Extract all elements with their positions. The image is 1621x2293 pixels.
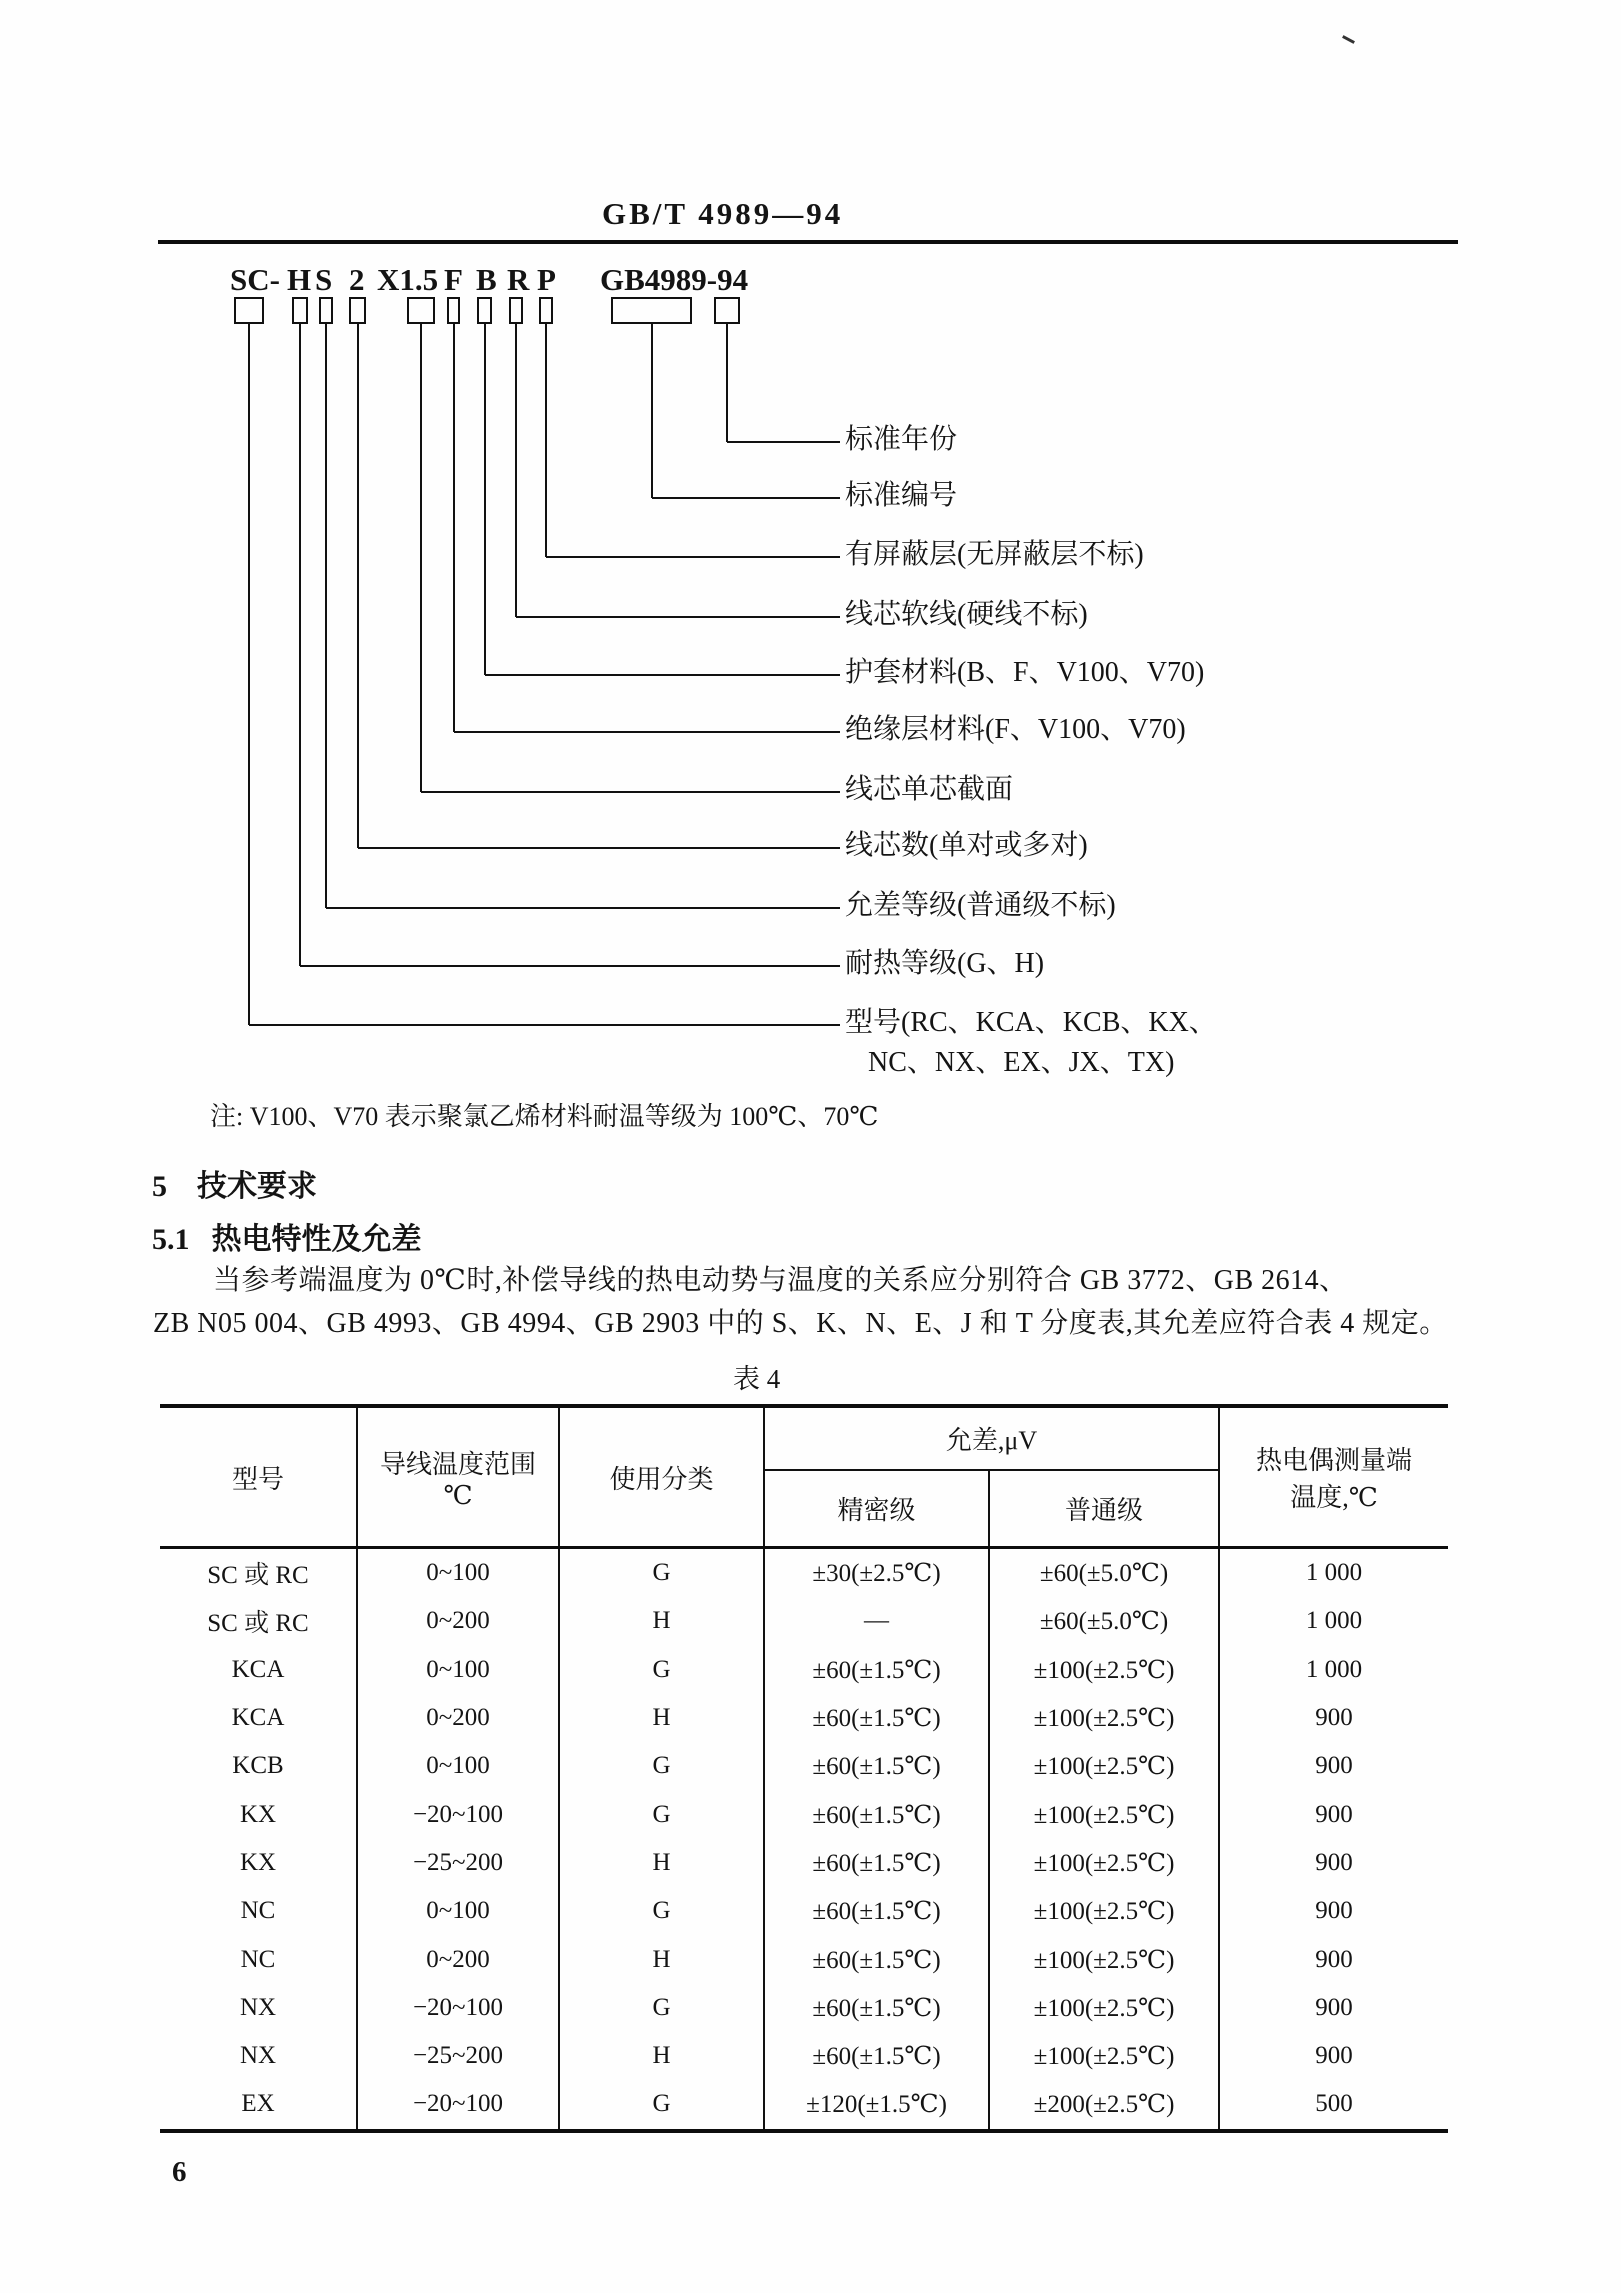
diagram-label-2: 有屏蔽层(无屏蔽层不标) — [845, 539, 1144, 570]
table-cell: ±60(±1.5℃) — [765, 1646, 990, 1694]
heat-class-box-vline — [299, 324, 301, 966]
table-cell: NC — [160, 1887, 358, 1935]
table-cell: ±100(±2.5℃) — [990, 1790, 1220, 1838]
insulation-box-vline — [453, 324, 455, 732]
table-cell: ±100(±2.5℃) — [990, 2032, 1220, 2080]
table-header-row — [160, 1408, 1448, 1549]
header-measuring-end-temp — [1220, 1408, 1448, 1546]
table-cell: KX — [160, 1790, 358, 1838]
table-row — [160, 1549, 1448, 1597]
diagram-label-1: 标准编号 — [845, 480, 958, 511]
section-5-1-heading — [152, 1223, 422, 1258]
table-cell: ±60(±1.5℃) — [765, 1742, 990, 1790]
section-5-title: 技术要求 — [197, 1170, 317, 1203]
table-cell: ±120(±1.5℃) — [765, 2080, 990, 2128]
table-row — [160, 1984, 1448, 2032]
table-cell: 0~100 — [358, 1646, 560, 1694]
core-count-box-hline — [358, 847, 840, 849]
table-cell: 900 — [1315, 1848, 1353, 1876]
table-cell: 900 — [1315, 1945, 1353, 1973]
shield-box — [539, 297, 553, 324]
header-ordinary-grade: 普通级 — [1064, 1496, 1143, 1525]
table-cell: 0~100 — [358, 1742, 560, 1790]
table-cell: ±100(±2.5℃) — [990, 1742, 1220, 1790]
header-temp-range — [358, 1408, 560, 1546]
table-cell: NX — [160, 1984, 358, 2032]
soft-wire-box-hline — [516, 616, 840, 618]
std-number-box-hline — [652, 497, 840, 499]
header-usage-class: 使用分类 — [560, 1408, 765, 1546]
table-cell: ±200(±2.5℃) — [990, 2080, 1220, 2128]
table-cell: G — [560, 2080, 765, 2128]
soft-wire-box-vline — [515, 324, 517, 617]
table-cell: 0~200 — [358, 1694, 560, 1742]
diagram-label-10: 型号(RC、KCA、KCB、KX、 — [845, 1007, 1217, 1038]
table-cell: G — [560, 1790, 765, 1838]
model-box-vline — [248, 324, 250, 1025]
code-segment-standard: GB4989-94 — [600, 262, 749, 297]
insulation-box-hline — [454, 731, 840, 733]
table-cell: 900 — [1315, 1752, 1353, 1780]
table-cell: 1 000 — [1305, 1607, 1363, 1635]
std-year-box-vline — [726, 324, 728, 442]
table-cell: ±60(±1.5℃) — [765, 1887, 990, 1935]
std-year-box-hline — [727, 441, 840, 443]
header-rule — [158, 240, 1458, 244]
table-cell: ±100(±2.5℃) — [990, 1935, 1220, 1983]
table-cell: H — [560, 1839, 765, 1887]
table-cell: 0~100 — [358, 1549, 560, 1597]
diagram-label-0: 标准年份 — [845, 424, 958, 455]
table-cell: ±100(±2.5℃) — [990, 1646, 1220, 1694]
table-cell: 0~100 — [358, 1887, 560, 1935]
table-cell: ±60(±1.5℃) — [765, 1935, 990, 1983]
header-temp-range-line1: 导线温度范围 — [379, 1449, 536, 1479]
table-cell: ±60(±1.5℃) — [765, 1694, 990, 1742]
sheath-box-hline — [485, 674, 840, 676]
header-measuring-end-line2: 温度,℃ — [1290, 1483, 1378, 1512]
table-cell: ±60(±1.5℃) — [765, 1984, 990, 2032]
table-cell: −20~100 — [358, 2080, 560, 2128]
table-cell: ±60(±1.5℃) — [765, 2032, 990, 2080]
header-model: 型号 — [160, 1408, 358, 1546]
table-cell: 900 — [1315, 2042, 1353, 2070]
section-5-heading — [152, 1170, 317, 1205]
table-row — [160, 1790, 1448, 1838]
shield-box-hline — [546, 556, 840, 558]
diagram-label-8: 允差等级(普通级不标) — [845, 890, 1116, 921]
header-precision-grade: 精密级 — [765, 1471, 990, 1546]
table-cell: ±60(±5.0℃) — [990, 1549, 1220, 1597]
tolerance-class-box-vline — [325, 324, 327, 908]
header-measuring-end-line1: 热电偶测量端 — [1255, 1446, 1412, 1475]
section-5-1-title: 热电特性及允差 — [211, 1223, 422, 1256]
std-number-box-vline — [651, 324, 653, 498]
table-cell: ±60(±5.0℃) — [990, 1597, 1220, 1645]
sheath-box — [477, 297, 492, 324]
table-cell: ±60(±1.5℃) — [765, 1790, 990, 1838]
table-cell: — — [765, 1597, 990, 1645]
diagram-label-4: 护套材料(B、F、V100、V70) — [845, 657, 1205, 688]
tolerance-table — [160, 1404, 1448, 2133]
model-box-hline — [249, 1024, 840, 1026]
table-cell: −20~100 — [358, 1984, 560, 2032]
table-cell: 1 000 — [1305, 1655, 1363, 1683]
code-segment-tolerance-class: S — [315, 262, 333, 297]
tolerance-class-box-hline — [326, 907, 840, 909]
table-cell: ±100(±2.5℃) — [990, 1984, 1220, 2032]
table-cell: 500 — [1315, 2090, 1353, 2118]
header-tolerance-subrow — [765, 1471, 1218, 1546]
table-row — [160, 2032, 1448, 2080]
table-cell: 1 000 — [1305, 1559, 1363, 1587]
table-cell: H — [560, 2032, 765, 2080]
table-cell: EX — [160, 2080, 358, 2128]
table-cell: KCA — [160, 1646, 358, 1694]
table-row — [160, 1742, 1448, 1790]
table-cell: 900 — [1315, 1993, 1353, 2021]
table-cell: KCA — [160, 1694, 358, 1742]
sheath-box-vline — [484, 324, 486, 675]
table-cell: NC — [160, 1935, 358, 1983]
table-row — [160, 1935, 1448, 1983]
core-count-box-vline — [357, 324, 359, 848]
section-5-number: 5 — [152, 1170, 167, 1203]
cross-section-box-vline — [420, 324, 422, 792]
table-cell: ±100(±2.5℃) — [990, 1887, 1220, 1935]
table-cell: G — [560, 1887, 765, 1935]
diagram-label-5: 绝缘层材料(F、V100、V70) — [845, 714, 1186, 745]
table-row — [160, 1839, 1448, 1887]
table-cell: −25~200 — [358, 1839, 560, 1887]
page-number: 6 — [172, 2156, 187, 2188]
heat-class-box-hline — [300, 965, 840, 967]
diagram-label-3: 线芯软线(硬线不标) — [845, 599, 1088, 630]
header-tolerance-group — [765, 1408, 1220, 1546]
table-cell: SC 或 RC — [160, 1549, 358, 1597]
header-tolerance: 允差,μV — [765, 1408, 1218, 1471]
table-row — [160, 2080, 1448, 2128]
table-cell: 900 — [1315, 1704, 1353, 1732]
table-cell: 0~200 — [358, 1935, 560, 1983]
scan-artifact — [1342, 35, 1355, 44]
code-segment-cross-section: X1.5 — [377, 262, 439, 297]
section-5-1-number: 5.1 — [152, 1223, 190, 1256]
diagram-label-9: 耐热等级(G、H) — [845, 948, 1045, 979]
code-segment-shield: P — [537, 262, 556, 297]
table-cell: −20~100 — [358, 1790, 560, 1838]
table-cell: ±100(±2.5℃) — [990, 1839, 1220, 1887]
table-cell: KCB — [160, 1742, 358, 1790]
diagram-label-10-line2: NC、NX、EX、JX、TX) — [868, 1047, 1175, 1078]
diagram-label-6: 线芯单芯截面 — [845, 774, 1014, 805]
header-temp-range-line2: ℃ — [443, 1480, 473, 1510]
table-cell: G — [560, 1646, 765, 1694]
table-cell: G — [560, 1984, 765, 2032]
std-number-box — [611, 297, 692, 324]
insulation-box — [447, 297, 460, 324]
table-cell: H — [560, 1694, 765, 1742]
paragraph-line-1: 当参考端温度为 0℃时,补偿导线的热电动势与温度的关系应分别符合 GB 3772、GB 2614、 — [213, 1265, 1348, 1296]
code-segment-insulation: F — [444, 262, 463, 297]
diagram-note: 注: V100、V70 表示聚氯乙烯材料耐温等级为 100℃、70℃ — [210, 1102, 879, 1131]
table-cell: 900 — [1315, 1800, 1353, 1828]
code-segment-model: SC- — [230, 262, 280, 297]
table-row — [160, 1597, 1448, 1645]
shield-box-vline — [545, 324, 547, 557]
core-count-box — [349, 297, 366, 324]
cross-section-box-hline — [421, 791, 840, 793]
table-cell: NX — [160, 2032, 358, 2080]
code-segment-sheath: B — [476, 262, 497, 297]
code-segment-core-count: 2 — [349, 262, 365, 297]
cross-section-box — [407, 297, 435, 324]
table-cell: H — [560, 1935, 765, 1983]
table-cell: G — [560, 1549, 765, 1597]
table-cell: 900 — [1315, 1897, 1353, 1925]
soft-wire-box — [509, 297, 523, 324]
code-segment-heat-class: H — [287, 262, 312, 297]
table-cell: 0~200 — [358, 1597, 560, 1645]
document-title: GB/T 4989—94 — [602, 196, 844, 231]
code-segment-soft-wire: R — [507, 262, 530, 297]
table-row — [160, 1887, 1448, 1935]
heat-class-box — [292, 297, 308, 324]
table-cell: G — [560, 1742, 765, 1790]
table-cell: SC 或 RC — [160, 1597, 358, 1645]
diagram-label-7: 线芯数(单对或多对) — [845, 830, 1088, 861]
table-cell: −25~200 — [358, 2032, 560, 2080]
table-row — [160, 1694, 1448, 1742]
table-body — [160, 1549, 1448, 2129]
table-row — [160, 1646, 1448, 1694]
model-box — [234, 297, 264, 324]
table-cell: H — [560, 1597, 765, 1645]
std-year-box — [714, 297, 740, 324]
table-cell: ±30(±2.5℃) — [765, 1549, 990, 1597]
paragraph-line-2: ZB N05 004、GB 4993、GB 4994、GB 2903 中的 S、K、N、E、J 和 T 分度表,其允差应符合表 4 规定。 — [153, 1308, 1448, 1339]
tolerance-class-box — [319, 297, 333, 324]
table-cell: KX — [160, 1839, 358, 1887]
table-caption: 表 4 — [733, 1364, 781, 1394]
table-cell: ±100(±2.5℃) — [990, 1694, 1220, 1742]
table-cell: ±60(±1.5℃) — [765, 1839, 990, 1887]
